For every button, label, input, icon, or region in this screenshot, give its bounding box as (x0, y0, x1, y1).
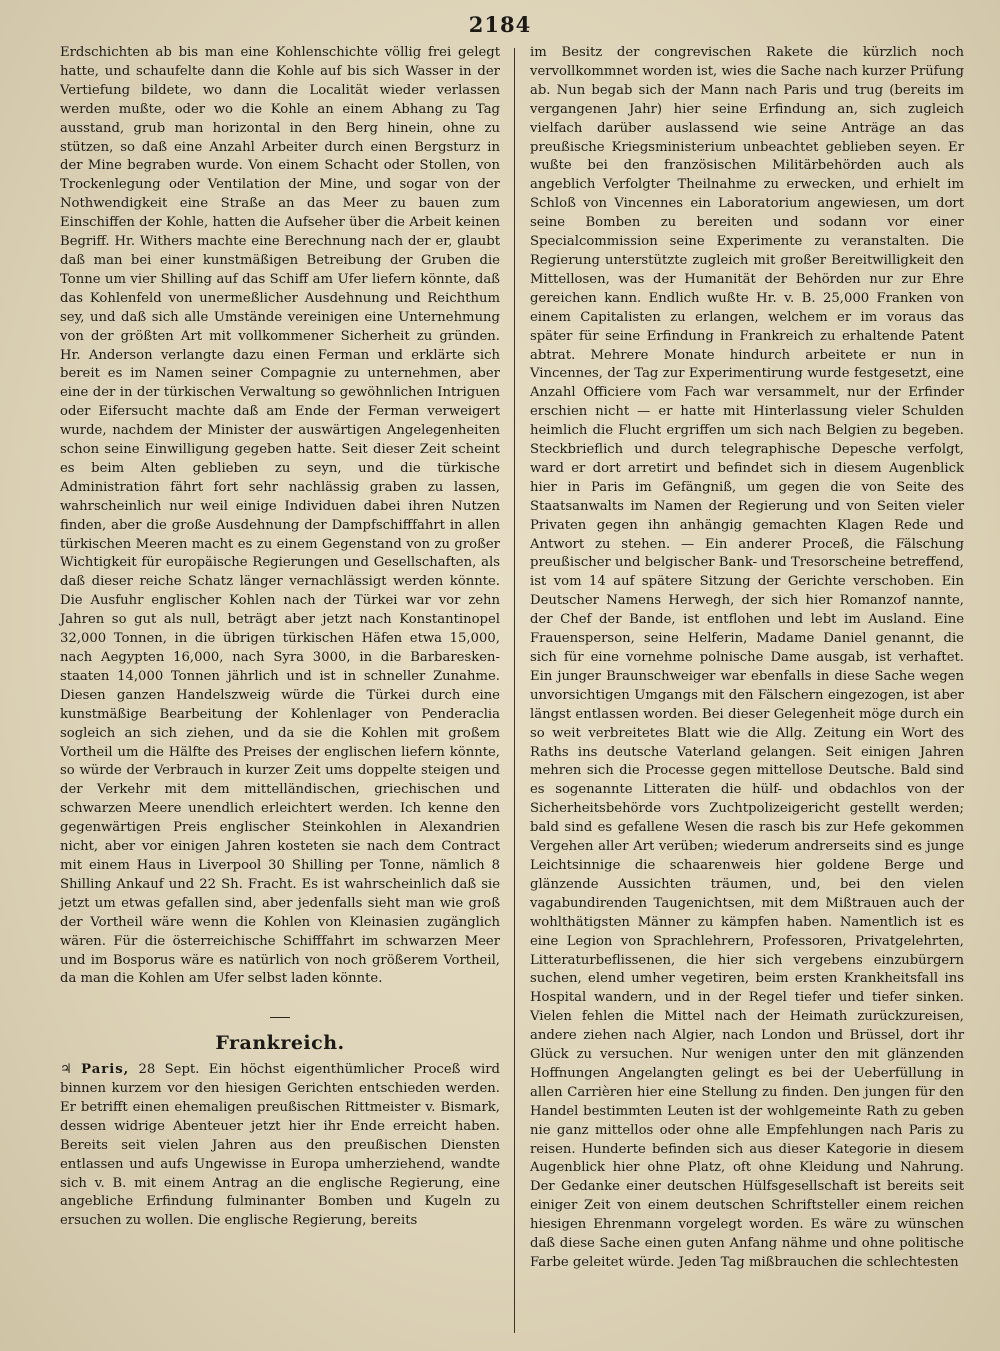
column-divider (514, 48, 515, 1333)
article-paragraph: im Besitz der congrevischen Rakete die kürzlich noch vervollkommnet worden ist, wies die Sache nach kurzer Prüfung ab. Nun begab sich der Mann nach Paris und trug (bereits im vergangenen Jahr) hier seine Erfindung an, sich zugleich vielfach darüber auslassend wie seine Anträge an das preußische Kriegsministerium unbeachtet geblieben seyen. Er wußte bei den französischen Militärbehörden auch als angeblich Verfolgter Theilnahme zu erwecken, und erhielt im Schloß von Vincennes ein Laboratorium angewiesen, um dort seine Bomben zu bereiten und sodann vor einer Specialcommission seine Experimente zu veranstalten. Die Regierung unterstützte zugleich mit großer Bereitwilligkeit den Mittellosen, was der Humanität der Behörden nur zur Ehre gereichen kann. Endlich wußte Hr. v. B. 25,000 Franken von einem Capitalisten zu erlangen, welchem er im voraus das später für seine Erfindung in Frankreich zu erhaltende Patent abtrat. Mehrere Monate hindurch arbeitete er nun in Vincennes, der Tag zur Experimentirung wurde festgesetzt, eine Anzahl Officiere vom Fach war versammelt, nur der Erfinder erschien nicht — er hatte mit Hinterlassung vieler Schulden heimlich die Flucht ergriffen um sich nach Belgien zu begeben. Steckbrieflich und durch telegraphische Depesche verfolgt, ward er dort arretirt und befindet sich in diesem Augenblick hier in Paris im Gefängniß, um gegen die von Seite des Staatsanwalts im Namen der Regierung und von Seiten vieler Privaten gegen ihn anhängig gemachten Klagen Rede und Antwort zu stehen. — Ein anderer Proceß, die Fälschung preußischer und belgischer Bank- und Tresorscheine betreffend, ist vom 14 auf spätere Sitzung der Gerichte verschoben. Ein Deutscher Namens Herwegh, der sich hier Romanzof nannte, der Chef der Bande, ist entflohen und lebt im Ausland. Eine Frauensperson, seine Helferin, Madame Daniel genannt, die sich für eine vornehme polnische Dame ausgab, ist verhaftet. Ein junger Braunschweiger war ebenfalls in diese Sache wegen unvorsichtigen Umgangs mit den Fälschern eingezogen, ist aber längst entlassen worden. Bei dieser Gelegenheit möge durch ein so weit verbreitetes Blatt wie die Allg. Zeitung ein Wort des Raths ins deutsche Vaterland gelangen. Seit einigen Jahren mehren sich die Processe gegen mittellose Deutsche. Bald sind es sogenannte Litteraten die hülf- und obdachlos von der Sicherheitsbehörde vors Zuchtpolizeigericht gestellt werden; bald sind es gefallene Wesen die rasch bis zur Hefe gekommen Vergehen aller Art verüben; wiederum andrerseits sind es junge Leichtsinnige die schaarenweis hier goldene Berge und glänzende Aussichten träumen, und, bei den vielen vagabundirenden Taugenichtsen, mit dem Mißtrauen auch der wohlthätigsten Männer zu kämpfen haben. Namentlich ist es eine Legion von Sprachlehrern, Professoren, Privatgelehrten, Litteraturbeflissenen, die hier sich vergebens einzubürgern suchen, elend umher vegetiren, beim ersten Krankheitsfall ins Hospital wandern, und in der Regel tiefer und tiefer sinken. Vielen fehlen die Mittel nach der Heimath zurückzureisen, andere ziehen nach Algier, nach London und Brüssel, dort ihr Glück zu versuchen. Nur wenigen unter den mit glänzenden Hoffnungen Angelangten gelingt es bei der Ueberfüllung in allen Carrièren hier eine Stellung zu finden. Den jungen für den Handel bestimmten Leuten ist der wohlgemeinte Rath zu geben nie ganz mittellos oder ohne alle Empfehlungen nach Paris zu reisen. Hunderte befinden sich aus dieser Kategorie in diesem Augenblick hier ohne Platz, oft ohne Kleidung und Nahrung. Der Gedanke einer deutschen Hülfsgesellschaft ist bereits seit einiger Zeit von einem deutschen Schriftsteller einem reichen hiesigen Ehrenmann vorgelegt worden. Es wäre zu wünschen daß diese Sache einen guten Anfang nähme und ohne politische Farbe geleitet würde. Jeden Tag mißbrauchen die schlechtesten (530, 45, 964, 1270)
dateline-paragraph (60, 1061, 500, 1231)
section-text: Ein höchst eigenthümlicher Proceß wird binnen kurzem vor den hiesigen Gerichten entschieden werden. Er betrifft einen ehemaligen preußischen Rittmeister v. Bismark, dessen widrige Abenteuer jetzt hier ihr Ende erreicht haben. Bereits seit vielen Jahren aus den preußischen Diensten entlassen und aufs Ungewisse in Europa umherziehend, wandte sich v. B. mit einem Antrag an die englische Regierung, eine angebliche Erfindung fulminanter Bomben und Kugeln zu ersuchen zu wollen. Die englische Regierung, bereits (60, 1062, 500, 1229)
dateline-date: 28 Sept. (138, 1062, 200, 1078)
dateline-place: Paris, (81, 1062, 130, 1078)
left-column (60, 44, 500, 1231)
page-number: 2184 (468, 12, 532, 37)
separator-rule (270, 1017, 290, 1018)
dateline-mark: ♃ (60, 1062, 72, 1078)
section-heading: Frankreich. (215, 1032, 345, 1055)
right-column (530, 44, 964, 1273)
article-paragraph: Erdschichten ab bis man eine Kohlenschichte völlig frei gelegt hatte, und schaufelte dann die Kohle auf bis sich Wasser in der Vertiefung bildete, wo dann die Localität wieder verlassen werden mußte, oder wo die Kohle an einem Abhang zu Tag ausstand, grub man horizontal in den Berg hinein, ohne zu stützen, so daß eine Anzahl Arbeiter durch einen Bergsturz in der Mine begraben wurde. Von einem Schacht oder Stollen, von Trockenlegung oder Ventilation der Mine, und sogar von der Nothwendigkeit eine Straße an das Meer zu bauen zum Einschiffen der Kohle, hatten die Aufseher über die Arbeit keinen Begriff. Hr. Withers machte eine Berechnung nach der er, glaubt daß man bei einer kunstmäßigen Betreibung der Gruben die Tonne um vier Shilling auf das Schiff am Ufer liefern könnte, daß das Kohlenfeld von unermeßlicher Ausdehnung und Reichthum sey, und daß sich alle Umstände vereinigen eine Unternehmung von der größten Art mit vollkommener Sicherheit zu gründen. Hr. Anderson verlangte dazu einen Ferman und erklärte sich bereit es im Namen seiner Compagnie zu unternehmen, aber eine der in der türkischen Verwaltung so gewöhnlichen Intriguen oder Eifersucht machte daß am Ende der Ferman verweigert wurde, nachdem der Minister der auswärtigen Angelegenheiten schon seine Einwilligung gegeben hatte. Seit dieser Zeit scheint es beim Alten geblieben zu seyn, und die türkische Administration fährt fort sehr nachlässig graben zu lassen, wahrscheinlich nur weil einige Individuen dabei ihren Nutzen finden, aber die große Ausdehnung der Dampfschifffahrt in allen türkischen Meeren macht es zu einem Gegenstand von zu großer Wichtigkeit für europäische Regierungen und Gesellschaften, als daß dieser reiche Schatz länger vernachlässigt werden könnte. Die Ausfuhr englischer Kohlen nach der Türkei war vor zehn Jahren so gut als null, beträgt aber jetzt nach Konstantinopel 32,000 Tonnen, in die übrigen türkischen Häfen etwa 15,000, nach Aegypten 16,000, nach Syra 3000, in die Barbareskenstaaten 14,000 Tonnen jährlich und ist in schneller Zunahme. Diesen ganzen Handelszweig würde die Türkei durch eine kunstmäßige Bearbeitung der Kohlenlager von Penderaclia sogleich an sich ziehen, und da sie die Kohlen mit großem Vortheil um die Hälfte des Preises der englischen liefern könnte, so würde der Verbrauch in kurzer Zeit ums doppelte steigen und der Verkehr mit dem mittelländischen, griechischen und schwarzen Meere unendlich erleichtert werden. Ich kenne den gegenwärtigen Preis englischer Steinkohlen in Alexandrien nicht, aber vor einigen Jahren kosteten sie nach dem Contract mit einem Haus in Liverpool 30 Shilling per Tonne, nämlich 8 Shilling Ankauf und 22 Sh. Fracht. Es ist wahrscheinlich daß sie jetzt um etwas gefallen sind, aber jedenfalls sieht man wie groß der Vortheil wäre wenn die Kohlen von Kleinasien zugänglich wären. Für die österreichische Schifffahrt im schwarzen Meer und im Bosporus wäre es natürlich von noch größerem Vortheil, da man die Kohlen am Ufer selbst laden könnte. (60, 45, 500, 987)
section-separator (60, 1009, 500, 1028)
